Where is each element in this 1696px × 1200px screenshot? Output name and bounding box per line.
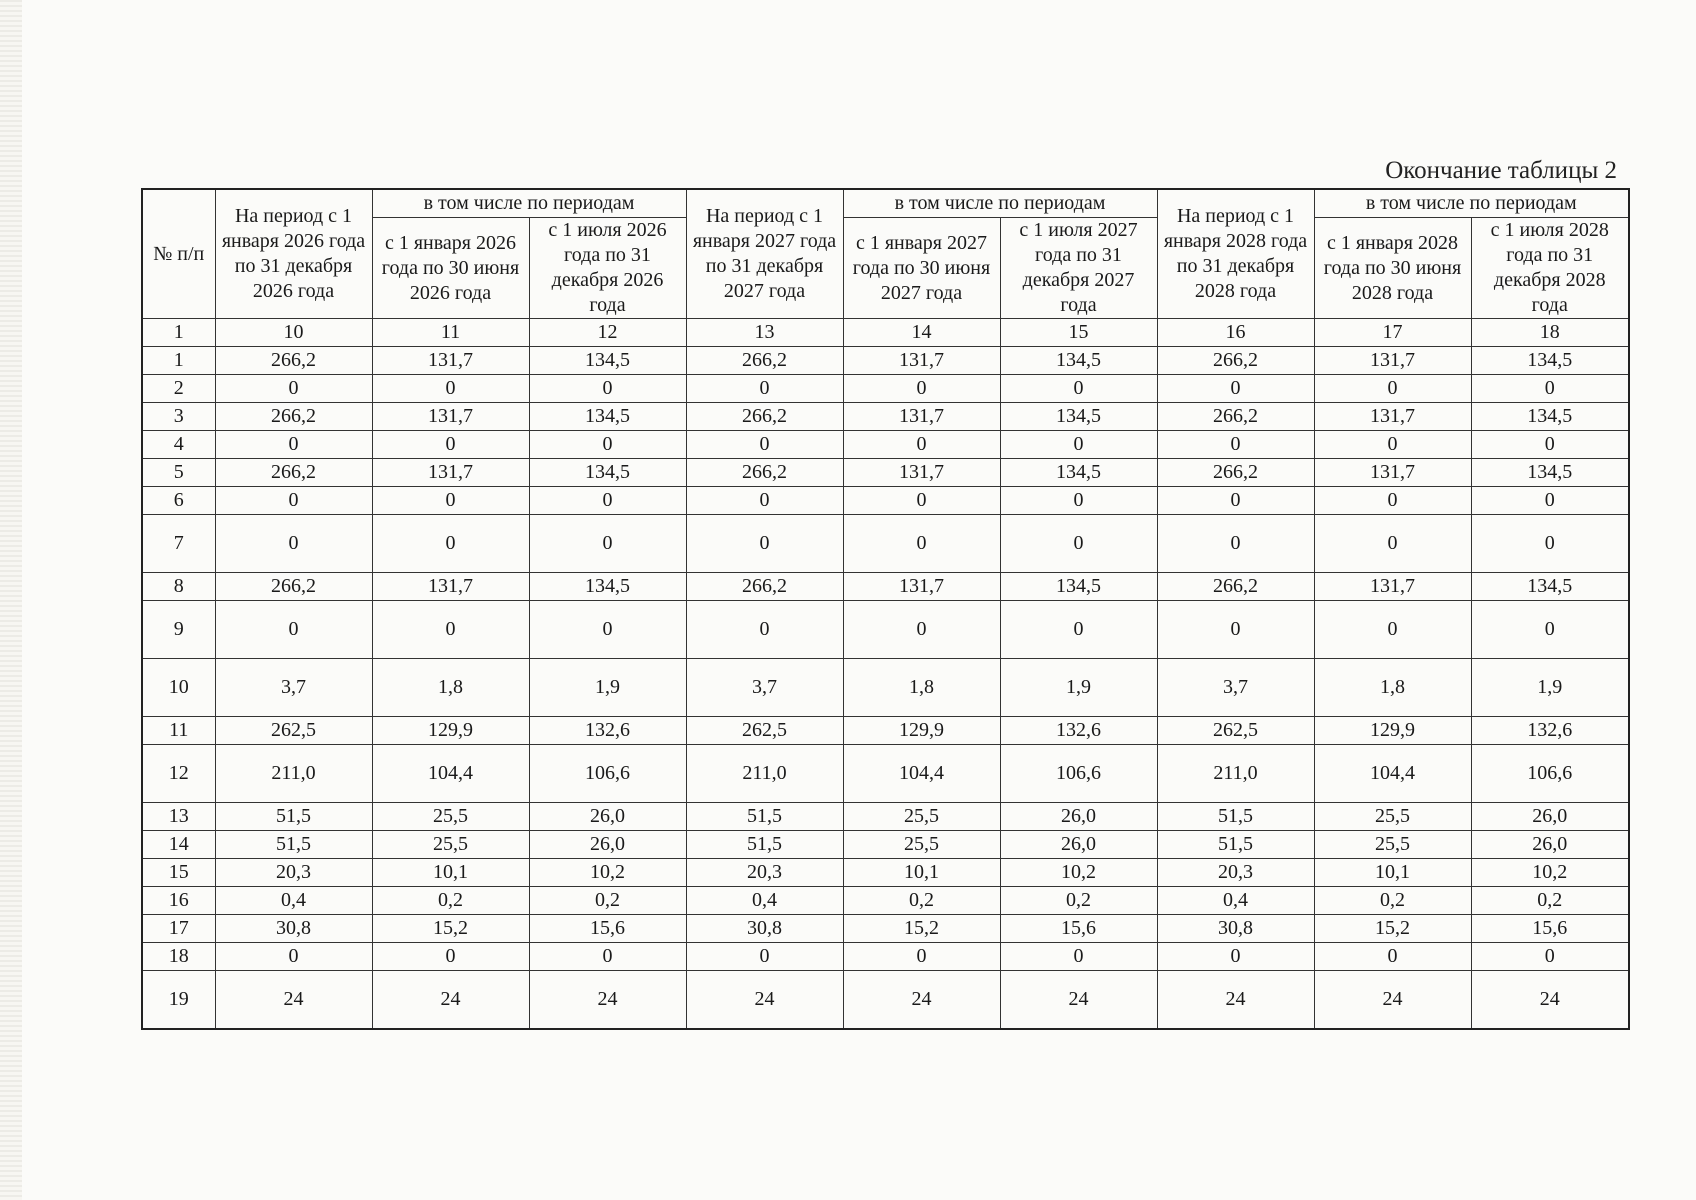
table-cell: 15,6: [1000, 915, 1157, 943]
table-cell: 134,5: [1471, 347, 1629, 375]
table-cell: 134,5: [1000, 459, 1157, 487]
table-cell: 106,6: [1471, 745, 1629, 803]
table-cell: 3,7: [1157, 659, 1314, 717]
column-number: 11: [372, 319, 529, 347]
table-cell: 24: [1471, 971, 1629, 1030]
row-number: 19: [142, 971, 215, 1030]
table-cell: 266,2: [215, 347, 372, 375]
row-number: 12: [142, 745, 215, 803]
table-cell: 134,5: [1471, 403, 1629, 431]
table-cell: 0,4: [686, 887, 843, 915]
table-cell: 104,4: [1314, 745, 1471, 803]
table-cell: 24: [372, 971, 529, 1030]
table-cell: 26,0: [529, 803, 686, 831]
table-cell: 3,7: [686, 659, 843, 717]
table-cell: 0: [843, 943, 1000, 971]
table-cell: 0: [215, 601, 372, 659]
table-row: [142, 831, 1629, 859]
table-row: [142, 943, 1629, 971]
table-cell: 129,9: [372, 717, 529, 745]
table-cell: 0: [372, 431, 529, 459]
table-cell: 266,2: [1157, 573, 1314, 601]
table-cell: 0: [1000, 601, 1157, 659]
table-cell: 51,5: [686, 831, 843, 859]
table-cell: 0,2: [372, 887, 529, 915]
column-number: 1: [142, 319, 215, 347]
table-cell: 104,4: [372, 745, 529, 803]
table-cell: 25,5: [843, 831, 1000, 859]
table-cell: 0: [1471, 943, 1629, 971]
table-cell: 134,5: [1000, 403, 1157, 431]
header-h1-2027: с 1 января 2027 года по 30 июня 2027 года: [843, 218, 1000, 319]
table-cell: 106,6: [529, 745, 686, 803]
table-cell: 0: [1000, 943, 1157, 971]
table-cell: 0: [372, 943, 529, 971]
table-cell: 134,5: [1000, 573, 1157, 601]
table-cell: 26,0: [1471, 803, 1629, 831]
scan-edge: [0, 0, 22, 1200]
table-cell: 0: [1471, 431, 1629, 459]
table-cell: 1,9: [529, 659, 686, 717]
table-cell: 0: [529, 487, 686, 515]
table-cell: 134,5: [529, 573, 686, 601]
table-row: [142, 515, 1629, 573]
table-cell: 131,7: [372, 403, 529, 431]
table-cell: 0,2: [1000, 887, 1157, 915]
table-cell: 0,4: [1157, 887, 1314, 915]
table-cell: 131,7: [1314, 459, 1471, 487]
data-table: [141, 188, 1630, 1030]
table-cell: 0: [686, 375, 843, 403]
table-cell: 0: [1471, 487, 1629, 515]
header-h2-2026: с 1 июля 2026 года по 31 декабря 2026 года: [529, 218, 686, 319]
table-cell: 266,2: [1157, 403, 1314, 431]
table-cell: 0: [372, 375, 529, 403]
table-cell: 0: [529, 943, 686, 971]
table-cell: 10,1: [372, 859, 529, 887]
table-cell: 131,7: [1314, 403, 1471, 431]
table-cell: 30,8: [215, 915, 372, 943]
table-cell: 0: [1157, 375, 1314, 403]
table-cell: 134,5: [1471, 459, 1629, 487]
column-number: 15: [1000, 319, 1157, 347]
table-cell: 51,5: [1157, 803, 1314, 831]
table-cell: 131,7: [1314, 573, 1471, 601]
row-number: 7: [142, 515, 215, 573]
row-number: 1: [142, 347, 215, 375]
table-cell: 266,2: [215, 403, 372, 431]
row-number: 13: [142, 803, 215, 831]
table-cell: 0: [843, 375, 1000, 403]
table-cell: 129,9: [843, 717, 1000, 745]
table-cell: 20,3: [686, 859, 843, 887]
table-cell: 129,9: [1314, 717, 1471, 745]
column-number: 18: [1471, 319, 1629, 347]
row-number: 4: [142, 431, 215, 459]
table-cell: 131,7: [843, 403, 1000, 431]
table-cell: 0: [215, 943, 372, 971]
table-cell: 24: [1314, 971, 1471, 1030]
table-cell: 266,2: [686, 573, 843, 601]
header-total-2026: На период с 1 января 2026 года по 31 декабря 2026 года: [215, 189, 372, 319]
table-cell: 134,5: [1000, 347, 1157, 375]
table-cell: 266,2: [686, 459, 843, 487]
table-cell: 0: [1157, 515, 1314, 573]
table-cell: 0: [1314, 601, 1471, 659]
table-cell: 0: [843, 431, 1000, 459]
table-cell: 262,5: [1157, 717, 1314, 745]
table-cell: 134,5: [529, 347, 686, 375]
table-cell: 0,2: [1471, 887, 1629, 915]
table-row: [142, 887, 1629, 915]
table-cell: 131,7: [372, 573, 529, 601]
table-cell: 20,3: [1157, 859, 1314, 887]
header-total-2027: На период с 1 января 2027 года по 31 декабря 2027 года: [686, 189, 843, 319]
table-cell: 0: [1000, 515, 1157, 573]
table-row: [142, 915, 1629, 943]
table-cell: 266,2: [1157, 347, 1314, 375]
table-cell: 266,2: [686, 347, 843, 375]
table-cell: 132,6: [1471, 717, 1629, 745]
table-cell: 131,7: [843, 459, 1000, 487]
table-cell: 0: [843, 515, 1000, 573]
table-cell: 104,4: [843, 745, 1000, 803]
table-row: [142, 573, 1629, 601]
table-cell: 25,5: [1314, 831, 1471, 859]
table-cell: 0,2: [529, 887, 686, 915]
header-subperiods-2026: в том числе по периодам: [372, 189, 686, 218]
table-cell: 132,6: [1000, 717, 1157, 745]
table-cell: 0: [215, 375, 372, 403]
row-number: 11: [142, 717, 215, 745]
table-cell: 0: [1471, 601, 1629, 659]
table-cell: 0: [1314, 487, 1471, 515]
table-cell: 51,5: [686, 803, 843, 831]
table-cell: 0: [1157, 943, 1314, 971]
table-cell: 15,6: [529, 915, 686, 943]
table-cell: 26,0: [1000, 803, 1157, 831]
table-cell: 0: [1000, 487, 1157, 515]
table-cell: 266,2: [686, 403, 843, 431]
table-cell: 1,8: [372, 659, 529, 717]
table-cell: 266,2: [1157, 459, 1314, 487]
table-cell: 0: [686, 601, 843, 659]
header-h1-2028: с 1 января 2028 года по 30 июня 2028 года: [1314, 218, 1471, 319]
table-cell: 24: [686, 971, 843, 1030]
table-cell: 24: [843, 971, 1000, 1030]
table-cell: 0: [843, 487, 1000, 515]
header-subperiods-2028: в том числе по периодам: [1314, 189, 1629, 218]
header-subperiods-2027: в том числе по периодам: [843, 189, 1157, 218]
table-cell: 0: [372, 487, 529, 515]
table-cell: 3,7: [215, 659, 372, 717]
table-cell: 131,7: [372, 347, 529, 375]
table-cell: 0: [529, 375, 686, 403]
row-number: 15: [142, 859, 215, 887]
table-cell: 0: [1157, 431, 1314, 459]
table-cell: 26,0: [529, 831, 686, 859]
table-cell: 0: [686, 487, 843, 515]
table-cell: 131,7: [843, 573, 1000, 601]
table-cell: 0: [215, 487, 372, 515]
row-number: 17: [142, 915, 215, 943]
table-row: [142, 717, 1629, 745]
table-cell: 0,2: [1314, 887, 1471, 915]
column-number: 13: [686, 319, 843, 347]
table-cell: 25,5: [372, 803, 529, 831]
header-h2-2027: с 1 июля 2027 года по 31 декабря 2027 года: [1000, 218, 1157, 319]
table-cell: 0: [1471, 515, 1629, 573]
table-row: [142, 347, 1629, 375]
table-cell: 0: [529, 601, 686, 659]
row-number: 2: [142, 375, 215, 403]
column-number: 12: [529, 319, 686, 347]
table-cell: 10,2: [529, 859, 686, 887]
table-cell: 0: [215, 431, 372, 459]
row-number: 3: [142, 403, 215, 431]
table-cell: 0: [1000, 375, 1157, 403]
table-cell: 1,9: [1000, 659, 1157, 717]
table-row: [142, 431, 1629, 459]
table-cell: 51,5: [1157, 831, 1314, 859]
table-cell: 131,7: [843, 347, 1000, 375]
header-h2-2028: с 1 июля 2028 года по 31 декабря 2028 года: [1471, 218, 1629, 319]
table-cell: 132,6: [529, 717, 686, 745]
table-row: [142, 803, 1629, 831]
table-cell: 0: [1471, 375, 1629, 403]
table-cell: 24: [1157, 971, 1314, 1030]
table-cell: 0: [686, 431, 843, 459]
table-cell: 0: [529, 431, 686, 459]
table-cell: 24: [1000, 971, 1157, 1030]
table-cell: 266,2: [215, 459, 372, 487]
column-number: 14: [843, 319, 1000, 347]
table-cell: 0: [1314, 375, 1471, 403]
table-row: [142, 403, 1629, 431]
row-number: 6: [142, 487, 215, 515]
row-number: 16: [142, 887, 215, 915]
table-row: [142, 601, 1629, 659]
table-cell: 24: [529, 971, 686, 1030]
table-cell: 0: [1157, 487, 1314, 515]
row-number: 8: [142, 573, 215, 601]
table-cell: 0: [1157, 601, 1314, 659]
column-number: 17: [1314, 319, 1471, 347]
table-cell: 30,8: [1157, 915, 1314, 943]
table-cell: 51,5: [215, 831, 372, 859]
table-cell: 26,0: [1471, 831, 1629, 859]
row-number: 9: [142, 601, 215, 659]
table-cell: 0: [529, 515, 686, 573]
table-cell: 131,7: [1314, 347, 1471, 375]
table-cell: 15,6: [1471, 915, 1629, 943]
table-cell: 0,2: [843, 887, 1000, 915]
table-cell: 0: [1314, 943, 1471, 971]
column-number: 10: [215, 319, 372, 347]
table-cell: 25,5: [843, 803, 1000, 831]
table-row: [142, 859, 1629, 887]
table-cell: 0: [1314, 431, 1471, 459]
table-cell: 266,2: [215, 573, 372, 601]
table-cell: 25,5: [372, 831, 529, 859]
table-cell: 134,5: [1471, 573, 1629, 601]
table-cell: 131,7: [372, 459, 529, 487]
table-cell: 0: [372, 601, 529, 659]
table-cell: 0: [686, 943, 843, 971]
table-cell: 1,8: [1314, 659, 1471, 717]
table-cell: 0: [1000, 431, 1157, 459]
table-row: [142, 487, 1629, 515]
table-cell: 0,4: [215, 887, 372, 915]
header-h1-2026: с 1 января 2026 года по 30 июня 2026 года: [372, 218, 529, 319]
header-total-2028: На период с 1 января 2028 года по 31 декабря 2028 года: [1157, 189, 1314, 319]
table-cell: 25,5: [1314, 803, 1471, 831]
table-cell: 0: [843, 601, 1000, 659]
table-cell: 30,8: [686, 915, 843, 943]
header-row-top: [142, 189, 1629, 218]
table-cell: 15,2: [1314, 915, 1471, 943]
row-number: 5: [142, 459, 215, 487]
table-row: [142, 745, 1629, 803]
table-cell: 10,2: [1471, 859, 1629, 887]
table-cell: 211,0: [1157, 745, 1314, 803]
table-cell: 262,5: [686, 717, 843, 745]
table-cell: 0: [1314, 515, 1471, 573]
table-cell: 1,8: [843, 659, 1000, 717]
table-cell: 51,5: [215, 803, 372, 831]
table-cell: 24: [215, 971, 372, 1030]
table-row: [142, 971, 1629, 1030]
table-cell: 0: [686, 515, 843, 573]
table-body: [142, 319, 1629, 1030]
table-cell: 211,0: [686, 745, 843, 803]
table-cell: 262,5: [215, 717, 372, 745]
table-cell: 0: [215, 515, 372, 573]
table-cell: 211,0: [215, 745, 372, 803]
table-cell: 1,9: [1471, 659, 1629, 717]
table-cell: 15,2: [843, 915, 1000, 943]
table-cell: 0: [372, 515, 529, 573]
table-cell: 10,1: [843, 859, 1000, 887]
column-number: 16: [1157, 319, 1314, 347]
table-cell: 10,1: [1314, 859, 1471, 887]
table-cell: 134,5: [529, 403, 686, 431]
column-number-row: [142, 319, 1629, 347]
table-row: [142, 459, 1629, 487]
row-number: 18: [142, 943, 215, 971]
row-number: 10: [142, 659, 215, 717]
table-row: [142, 659, 1629, 717]
row-number: 14: [142, 831, 215, 859]
table-cell: 15,2: [372, 915, 529, 943]
table-row: [142, 375, 1629, 403]
table-cell: 10,2: [1000, 859, 1157, 887]
table-cell: 26,0: [1000, 831, 1157, 859]
table-caption: Окончание таблицы 2: [1385, 157, 1617, 184]
table-cell: 20,3: [215, 859, 372, 887]
table-cell: 106,6: [1000, 745, 1157, 803]
table-cell: 134,5: [529, 459, 686, 487]
header-num: № п/п: [142, 189, 215, 319]
